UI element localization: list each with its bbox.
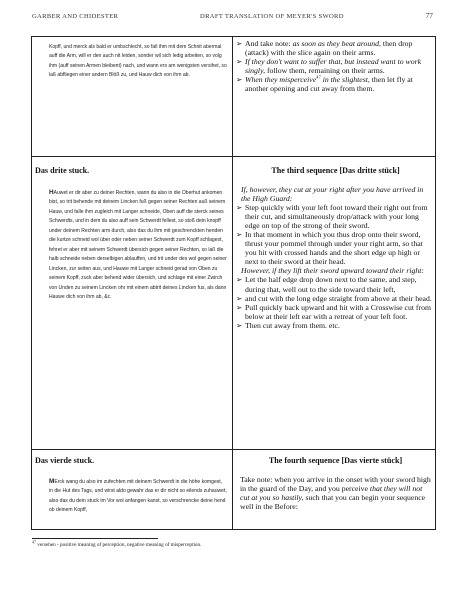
english-condition: However, if they lift their sword upward toward their right: bbox=[241, 266, 424, 276]
english-cell-continuation bbox=[236, 39, 432, 93]
english-bullet: ➢ When they misperceive$^{47}$ in the slightest, then let fly at another opening and cut away from them. bbox=[236, 75, 432, 93]
footnote-text: versehen - positive meaning of perception, negative meaning of misperception. bbox=[36, 542, 202, 548]
english-bullet: ➢ and cut with the long edge straight from above at their head. bbox=[236, 294, 432, 303]
german-paragraph: HAuwet er dir aber zu deiner Rechten, wann du also in die Oberhut ankomen bist, so trit behende mit deinem Lincken fuß gegen seiner Rechten auß seinem Hauw, und falle ihm zugleich mit Langer schneide, Oben auff die sterck seines Schwerdts, und in dem du also auff sein Schwerdt fellest, so stoß dein knopff under deinem Rechten arm durch, also das du ihm mit geschrenckten henden die kurtze schneid wol über oder neben seiner Schwerdt zum Kopff schlagest, fehret er aber mit seinem Schwerdt übersich gegen seiner Rechten, so laß die halb schneide neben derselbigen ablauffen, und trit under des wol gegen seiner Lincken, zur seiten aus, und Hauwe mit Langer schneid gerad von Oben zu seinem Kopff, zuck aber behend wider übersich, und schlage mit einer Zwirch von Unden zu seinem Lincken ohr mit einem abtrit deines Lincken fus, als dann Hauwe dich von ihm ab, &c. bbox=[49, 189, 227, 300]
german-cell-third bbox=[49, 188, 227, 302]
german-cell-fourth bbox=[49, 477, 227, 516]
english-bullet: ➢ If they don't want to suffer that, but instead want to work singly, follow them, remaining on their arms. bbox=[236, 57, 432, 75]
running-header bbox=[32, 11, 433, 20]
english-cell-third bbox=[236, 185, 432, 330]
english-bullet: ➢ Pull quickly back upward and hit with a Crosswise cut from below at their left ear with a retreat of your left foot. bbox=[236, 303, 432, 321]
drop-cap: M bbox=[49, 478, 55, 485]
footnote-number: 47 bbox=[32, 539, 36, 545]
header-title: DRAFT TRANSLATION OF MEYER'S SWORD bbox=[200, 13, 344, 20]
footnote-marker: 47 bbox=[316, 74, 321, 80]
english-section-title-3: The third sequence [Das dritte stück] bbox=[271, 166, 400, 175]
row-divider-2 bbox=[32, 449, 435, 450]
english-bullet: ➢ Let the half edge drop down next to the same, and step, during that, well out to the side toward their left, bbox=[236, 275, 432, 293]
english-bullet: ➢ And take note: as soon as they beat around, then drop (attack) with the slice again on their arms. bbox=[236, 39, 432, 57]
column-divider bbox=[232, 37, 233, 529]
header-authors: GARBER AND CHIDESTER bbox=[32, 13, 119, 20]
english-bullet: ➢ Step quickly with your left foot toward their right out from their cut, and simultaneously drop/attack with your long edge on top of the strong of their sword. bbox=[236, 203, 432, 230]
footnote-rule bbox=[32, 538, 158, 539]
drop-cap: H bbox=[49, 189, 54, 196]
german-paragraph: MErck wang du also im zufechten mit deinem Schwerdt in die höhe komgest, in die Hut des Tags, und wirst aldo gewahr das er dir nicht so eilends zuhauwet, also das du dein stuck im Vor wol anfangen kanst, so verschrencke deine hend ob deinem Kopff, bbox=[49, 478, 227, 514]
english-bullet: ➢ Then cut away from them. etc. bbox=[236, 321, 432, 330]
page-number: 77 bbox=[425, 11, 433, 20]
english-paragraph: Take note: when you arrive in the onset with your sword high in the guard of the Day, and you perceive that they will not cut at you so hastily, such that you can begin your sequence well in the Before: bbox=[240, 475, 431, 512]
row-divider-1 bbox=[32, 156, 435, 157]
english-intro: If, however, they cut at your right after you have arrived in the High Guard: bbox=[241, 185, 424, 204]
german-paragraph: Kopff, und merck als bald er umbschlecht, so fall ihm mit dem Schnit abermal auff die Arm, will er den auch nit leiden, sonder wil sich ledig arbeiten, so volg ihm (auff seinen Armen bleibent) nach, und wann ers am wenigsten versihet, so laß abfliegen einer andern Blöß zu, und Hauw dich von ihm ab. bbox=[49, 44, 227, 79]
english-bullet: ➢ In that moment in which you thus drop onto their sword, thrust your pommel through under your right arm, so that you hit with crossed hands and the short edge up high or next to their sword at their head. bbox=[236, 230, 432, 266]
german-section-title-4: Das vierde stuck. bbox=[35, 456, 95, 465]
translation-table bbox=[31, 36, 436, 530]
german-section-title-3: Das drite stuck. bbox=[35, 166, 90, 175]
footnote bbox=[32, 539, 202, 548]
english-section-title-4: The fourth sequence [Das vierte stück] bbox=[268, 456, 403, 465]
english-cell-fourth bbox=[240, 475, 432, 511]
german-cell-continuation bbox=[49, 43, 227, 81]
